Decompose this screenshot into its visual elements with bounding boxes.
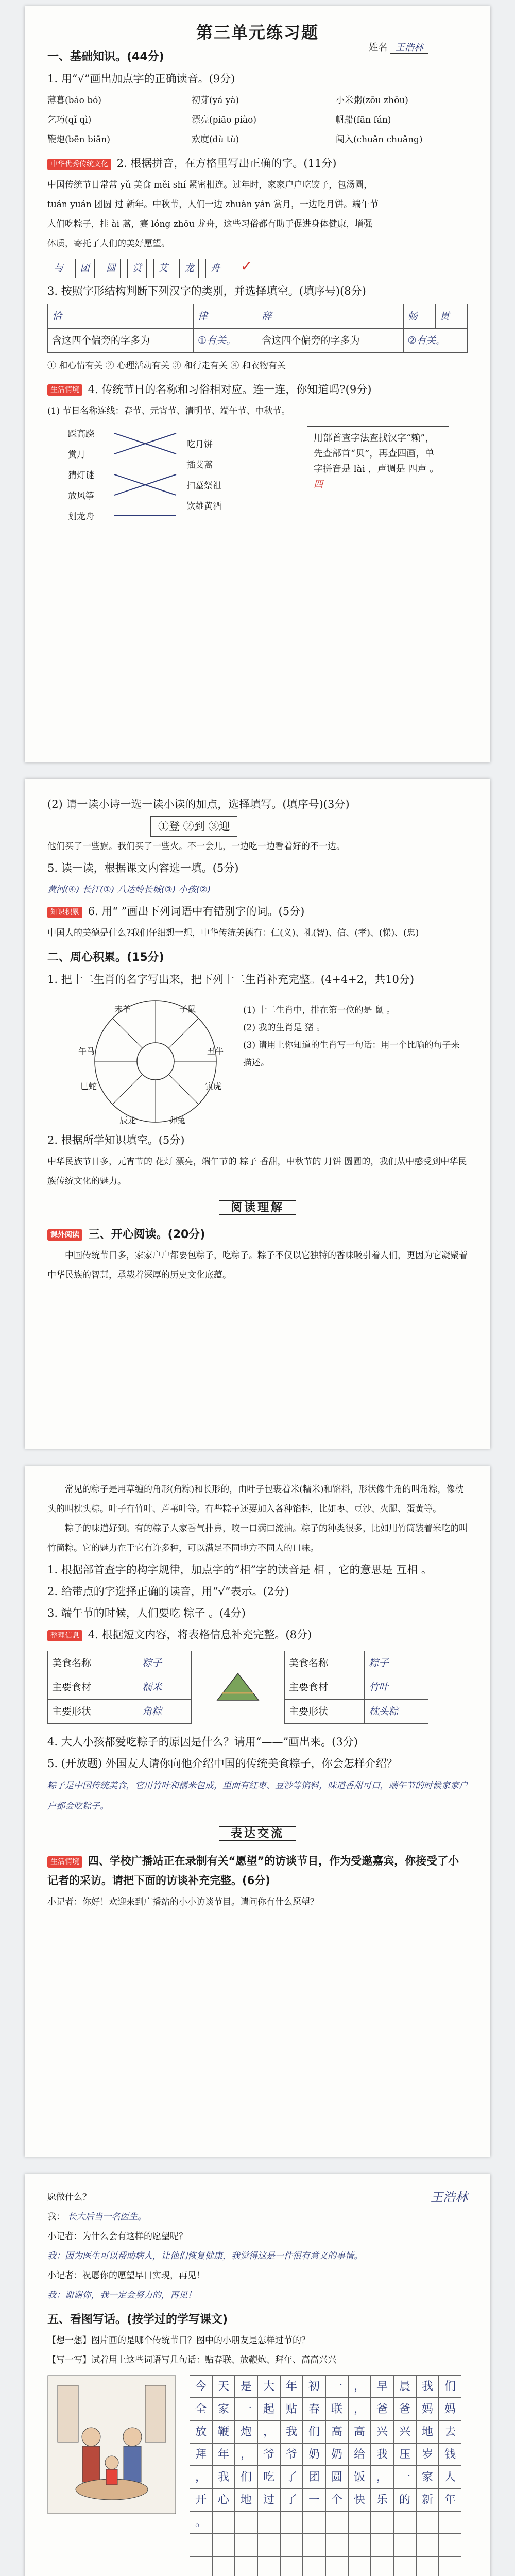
section-4-title: 四、学校广播站正在录制有关“愿望”的访谈节目，作为受邀嘉宾，你接受了小记者的采访。请把下面的访谈补充完整。(6分): [47, 1855, 459, 1887]
essay-cell[interactable]: [190, 2534, 212, 2556]
essay-cell[interactable]: 家: [416, 2466, 439, 2488]
food-table-left: [47, 1651, 192, 1724]
essay-cell[interactable]: 我: [416, 2375, 439, 2398]
banner-label: 表达交流: [219, 1826, 296, 1841]
essay-cell[interactable]: 炮: [235, 2420, 258, 2443]
food-table-right: [284, 1651, 428, 1724]
essay-cell[interactable]: 年: [280, 2375, 303, 2398]
me-answer[interactable]: 长大后当一名医生。: [67, 2212, 147, 2222]
reading-q2: 2. 给带点的字选择正确的读音，用“√”表示。(2分): [47, 1585, 289, 1598]
table-cell: 糯米: [138, 1675, 192, 1700]
essay-cell[interactable]: 初: [303, 2375, 325, 2398]
table-row: [48, 1651, 192, 1675]
essay-cell[interactable]: [190, 2556, 212, 2576]
essay-cell[interactable]: 快: [348, 2488, 371, 2511]
essay-cell[interactable]: 今: [190, 2375, 212, 2398]
question-3: 3. 按照字形结构判断下列汉字的类别，并选择填空。(填序号)(8分): [47, 284, 366, 297]
table-cell: 贯: [435, 304, 467, 328]
essay-cell[interactable]: 爷: [280, 2443, 303, 2466]
section-1-heading: 一、基础知识。(44分): [47, 50, 164, 63]
match-item[interactable]: 扫墓祭祖: [186, 480, 221, 491]
table-cell: 主要形状: [285, 1700, 365, 1724]
zodiac-label: 辰龙: [119, 1115, 136, 1125]
matching-area: [47, 421, 468, 534]
answer-box[interactable]: 圆: [101, 259, 121, 278]
essay-cell[interactable]: 一: [325, 2375, 348, 2398]
zongzi-icon: [212, 1669, 264, 1705]
essay-cell[interactable]: 岁: [416, 2443, 439, 2466]
essay-cell[interactable]: [325, 2534, 348, 2556]
essay-cell[interactable]: 圆: [325, 2466, 348, 2488]
zodiac-label: 午马: [78, 1046, 95, 1056]
essay-cell[interactable]: 全: [190, 2398, 212, 2420]
writing-prompt: 【想一想】图片画的是哪个传统节日？图中的小朋友是怎样过节的？: [47, 2335, 310, 2346]
table-cell: 枕头粽: [365, 1700, 428, 1724]
writing-prompt-2: 【写一写】试着用上这些词语写几句话：贴春联、放鞭炮、拜年、高高兴兴: [47, 2355, 336, 2365]
essay-cell[interactable]: [393, 2511, 416, 2534]
interview-answer[interactable]: 我：谢谢你，我一定会努力的，再见！: [47, 2290, 196, 2300]
table-cell: 粽子: [365, 1651, 428, 1675]
match-item[interactable]: 饮雄黄酒: [186, 501, 221, 512]
zodiac-label: 丑牛: [207, 1046, 224, 1056]
essay-cell[interactable]: [439, 2556, 461, 2576]
essay-cell[interactable]: 乐: [371, 2488, 393, 2511]
worksheet-page-3: [25, 1466, 490, 2157]
reading-paragraph: 中国传统节日多，家家户户都要包粽子，吃粽子。粽子不仅以它独特的香味吸引着人们，更因为它凝聚着中华民族的智慧，承载着深厚的历史文化底蕴。: [47, 1250, 468, 1280]
zodiac-q1: (1) 十二生肖中，排在第一位的是 鼠 。: [243, 1005, 396, 1015]
essay-cell[interactable]: 兴: [393, 2420, 416, 2443]
essay-cell[interactable]: 新: [416, 2488, 439, 2511]
question-6: [47, 902, 468, 921]
essay-cell[interactable]: 们: [303, 2420, 325, 2443]
essay-cell[interactable]: 年: [439, 2488, 461, 2511]
zodiac-wheel-graphic: [78, 994, 233, 1128]
essay-cell[interactable]: 个: [325, 2488, 348, 2511]
reading-paragraph: 常见的粽子是用草缠的角形(角粽)和长形的，由叶子包裹着米(糯米)和馅料，形状像牛角的叫角粽，像枕头的叫枕头粽。叶子有竹叶、芦苇叶等。有些粽子还要加入各种馅料，比如枣、豆沙、火腿、蛋黄等。: [47, 1484, 464, 1514]
essay-cell[interactable]: 的: [393, 2488, 416, 2511]
table-cell: 含这四个偏旁的字多为: [48, 328, 194, 352]
name-label: 姓名: [369, 42, 388, 53]
expression-banner: [47, 1824, 468, 1844]
name-field: [369, 38, 428, 58]
table-cell: 律: [194, 304, 258, 328]
essay-cell[interactable]: 高: [325, 2420, 348, 2443]
essay-cell[interactable]: 地: [235, 2488, 258, 2511]
dictionary-hint-box: [307, 426, 449, 497]
essay-cell[interactable]: 家: [212, 2398, 235, 2420]
essay-cell[interactable]: [235, 2534, 258, 2556]
essay-cell[interactable]: 们: [235, 2466, 258, 2488]
reading-banner: [47, 1198, 468, 1218]
interview-ask: 愿做什么？: [47, 2192, 91, 2202]
essay-cell[interactable]: 是: [235, 2375, 258, 2398]
pinyin-item: 漂亮(piāo piào): [192, 115, 257, 125]
food-tables: [47, 1648, 468, 1727]
zodiac-questions: [243, 991, 468, 1128]
essay-cell[interactable]: [439, 2534, 461, 2556]
essay-cell[interactable]: 联: [325, 2398, 348, 2420]
table-row: [48, 304, 468, 328]
essay-cell[interactable]: [325, 2556, 348, 2576]
essay-cell[interactable]: 妈: [439, 2398, 461, 2420]
culture-tag: 中华优秀传统文化: [47, 159, 111, 170]
essay-cell[interactable]: [348, 2556, 371, 2576]
essay-grid[interactable]: [190, 2375, 461, 2576]
pinyin-item: 闯入(chuǎn chuǎng): [336, 134, 423, 145]
student-name: 王浩林: [431, 2190, 468, 2205]
table-row: [48, 1675, 192, 1700]
q2-line: 体质，寄托了人们的美好愿望。: [47, 239, 170, 249]
check-mark: ✓: [240, 258, 253, 275]
essay-cell[interactable]: 一: [393, 2466, 416, 2488]
radical-table: [47, 304, 468, 353]
q5-answer: 黄河(④) 长江(①) 八达岭长城(③) 小孩(②): [47, 885, 211, 895]
interview-answer: [47, 2207, 468, 2227]
option-box: ①登 ②到 ③迎: [150, 816, 237, 837]
section-4-heading: [47, 1851, 468, 1890]
essay-cell[interactable]: 们: [439, 2375, 461, 2398]
question-2: [47, 154, 468, 173]
answer-box[interactable]: 龙: [179, 259, 199, 278]
essay-cell[interactable]: 奶: [325, 2443, 348, 2466]
essay-cell[interactable]: 奶: [303, 2443, 325, 2466]
answer-boxes: [47, 257, 468, 278]
essay-cell[interactable]: 放: [190, 2420, 212, 2443]
pinyin-choices: [47, 91, 468, 149]
table-cell: 含这四个偏旁的字多为: [258, 328, 403, 352]
answer-box[interactable]: 舟: [205, 259, 225, 278]
essay-cell[interactable]: [303, 2556, 325, 2576]
essay-cell[interactable]: [212, 2511, 235, 2534]
answer-box[interactable]: 与: [49, 259, 68, 278]
table-cell: 角粽: [138, 1700, 192, 1724]
essay-cell[interactable]: 了: [280, 2466, 303, 2488]
essay-cell[interactable]: 过: [258, 2488, 280, 2511]
interview-answer[interactable]: 我：因为医生可以帮助病人，让他们恢复健康，我觉得这是一件很有意义的事情。: [47, 2251, 363, 2261]
life-tag: 生活情境: [47, 1856, 82, 1868]
essay-cell[interactable]: 了: [280, 2488, 303, 2511]
table-row: [285, 1651, 428, 1675]
question-7: 1. 把十二生肖的名字写出来，把下列十二生肖补充完整。(4+4+2，共10分): [47, 973, 415, 986]
question-6-text: 6. 用“ ”画出下列词语中有错别字的词。(5分): [88, 905, 305, 918]
essay-cell[interactable]: 。: [190, 2511, 212, 2534]
essay-cell[interactable]: 开: [190, 2488, 212, 2511]
essay-cell[interactable]: 大: [258, 2375, 280, 2398]
answer-box[interactable]: 团: [75, 259, 95, 278]
match-item[interactable]: 放风筝: [68, 490, 94, 501]
zodiac-wheel: [78, 994, 233, 1128]
pinyin-item: 乞巧(qǐ qì): [47, 115, 92, 125]
table-cell: 主要食材: [48, 1675, 138, 1700]
q2-line: 人们吃粽子，挂 ài 蒿，赛 lóng zhōu 龙舟，这些习俗都有助于促进身体健康，增强: [47, 219, 373, 229]
organize-tag: 整理信息: [47, 1630, 82, 1641]
essay-cell[interactable]: ，: [348, 2375, 371, 2398]
table-row: [48, 1700, 192, 1724]
essay-cell[interactable]: 压: [393, 2443, 416, 2466]
essay-cell[interactable]: ，: [348, 2398, 371, 2420]
essay-cell[interactable]: 人: [439, 2466, 461, 2488]
me-label: 我：: [47, 2212, 65, 2222]
section-5-heading: 五、看图写话。(按学过的学写课文): [47, 2313, 228, 2326]
table-cell: 恰: [48, 304, 194, 328]
essay-cell[interactable]: [416, 2511, 439, 2534]
writing-area: [47, 2375, 468, 2576]
essay-cell[interactable]: [348, 2511, 371, 2534]
question-5: 5. 读一读，根据课文内容选一填。(5分): [47, 862, 239, 874]
essay-cell[interactable]: 我: [212, 2466, 235, 2488]
hint-answer: 四: [314, 479, 323, 490]
essay-cell[interactable]: 爷: [258, 2443, 280, 2466]
essay-cell[interactable]: [280, 2556, 303, 2576]
reading-q4: [47, 1625, 468, 1645]
essay-cell[interactable]: [303, 2534, 325, 2556]
worksheet-page-1: [25, 6, 490, 762]
essay-cell[interactable]: 我: [280, 2420, 303, 2443]
match-item[interactable]: 吃月饼: [186, 439, 213, 450]
pinyin-item: 鞭炮(bēn biān): [47, 134, 110, 145]
zodiac-area: [47, 991, 468, 1128]
q2-line: 中国传统节日常常 yǔ 美食 měi shí 紧密相连。过年时，家家户户吃饺子，包汤圆，: [47, 180, 373, 190]
essay-cell[interactable]: [371, 2511, 393, 2534]
essay-cell[interactable]: 拜: [190, 2443, 212, 2466]
zodiac-q3: (3) 请用上你知道的生肖写一句话：用一个比喻的句子来描述。: [243, 1040, 460, 1068]
essay-cell[interactable]: 地: [416, 2420, 439, 2443]
reading-q1: 1. 根据部首查字的构字规律，加点字的“相”字的读音是 相 ，它的意思是 互相 。: [47, 1564, 432, 1576]
question-1: 1. 用“√”画出加点字的正确读音。(9分): [47, 73, 235, 85]
worksheet-page-4: [25, 2174, 490, 2576]
essay-cell[interactable]: 团: [303, 2466, 325, 2488]
worksheet-page-2: [25, 779, 490, 1449]
essay-cell[interactable]: 爸: [393, 2398, 416, 2420]
reading-paragraph: 粽子的味道好到。有的粽子人家香气扑鼻，咬一口满口流油。粽子的种类很多，比如用竹筒装着米吃的叫竹筒粽。它的魅力在于它有许多种，可以满足不同地方不同人的口味。: [47, 1523, 468, 1553]
essay-cell[interactable]: 春: [303, 2398, 325, 2420]
life-tag: 生活情境: [47, 384, 82, 396]
essay-cell[interactable]: 年: [212, 2443, 235, 2466]
table-cell: 主要食材: [285, 1675, 365, 1700]
essay-cell[interactable]: [235, 2511, 258, 2534]
essay-cell[interactable]: [348, 2534, 371, 2556]
table-row: [48, 328, 468, 352]
zodiac-label: 未羊: [114, 1004, 131, 1014]
new-year-family-illustration: [47, 2375, 176, 2514]
section-3-title: 三、开心阅读。(20分): [88, 1228, 205, 1241]
table-cell: ②有关。: [403, 328, 468, 352]
q6-text: 中国人的美德是什么?我们仔细想一想，中华传统美德有：仁(义)、礼(智)、信、(孝)、(悌)、(忠): [47, 928, 419, 938]
interview-line: 小记者：你好！欢迎来到广播站的小小访谈节目。请问你有什么愿望？: [47, 1897, 319, 1907]
table-cell: 辞: [258, 304, 403, 328]
pinyin-item: 欢度(dù tù): [192, 134, 239, 145]
question-4-text: 4. 传统节日的名称和习俗相对应。连一连，你知道吗?(9分): [88, 383, 372, 396]
essay-cell[interactable]: 高: [348, 2420, 371, 2443]
essay-cell[interactable]: [258, 2556, 280, 2576]
essay-cell[interactable]: 起: [258, 2398, 280, 2420]
page-title: 第三单元练习题: [196, 23, 319, 42]
essay-cell[interactable]: 晨: [393, 2375, 416, 2398]
table-cell: 粽子: [138, 1651, 192, 1675]
essay-cell[interactable]: ，: [258, 2420, 280, 2443]
table-cell: 美食名称: [48, 1651, 138, 1675]
q4-note: (1) 节日名称连线：春节、元宵节、清明节、端午节、中秋节。: [47, 405, 290, 416]
essay-cell[interactable]: 心: [212, 2488, 235, 2511]
answer-box[interactable]: 赏: [127, 259, 147, 278]
essay-cell[interactable]: 爸: [371, 2398, 393, 2420]
knowledge-tag: 知识积累: [47, 907, 82, 918]
essay-cell[interactable]: 早: [371, 2375, 393, 2398]
essay-cell[interactable]: [371, 2556, 393, 2576]
essay-cell[interactable]: [371, 2534, 393, 2556]
match-left-column: [68, 424, 94, 527]
answer-box[interactable]: 艾: [153, 259, 173, 278]
essay-cell[interactable]: 我: [371, 2443, 393, 2466]
table-cell: ①有关。: [194, 328, 258, 352]
table-row: [285, 1675, 428, 1700]
essay-cell[interactable]: 兴: [371, 2420, 393, 2443]
interview-header: [47, 2188, 468, 2207]
zodiac-label: 子鼠: [179, 1004, 196, 1014]
reading-q4-text: 4. 根据短文内容，将表格信息补充完整。(8分): [88, 1629, 312, 1641]
section-2-heading: 二、周心积累。(15分): [47, 951, 164, 964]
essay-cell[interactable]: 钱: [439, 2443, 461, 2466]
match-item[interactable]: 猜灯谜: [68, 470, 94, 481]
essay-cell[interactable]: [212, 2556, 235, 2576]
essay-cell[interactable]: [303, 2511, 325, 2534]
reading-q6-answer[interactable]: 粽子是中国传统美食，它用竹叶和糯米包成，里面有红枣、豆沙等馅料，味道香甜可口，端午节的时候家家户户都会吃粽子。: [47, 1775, 468, 1817]
question-4b: (2) 请一读小诗一选一读小读的加点，选择填写。(填序号)(3分): [47, 798, 350, 810]
essay-cell[interactable]: 去: [439, 2420, 461, 2443]
reading-tag: 课外阅读: [47, 1229, 82, 1241]
q4b-text: 他们买了一些旗。我们买了一些火。不一会儿，一边吃一边看着好的不一边。: [47, 841, 345, 852]
essay-cell[interactable]: ，: [190, 2466, 212, 2488]
reading-q5: 4. 大人小孩都爱吃粽子的原因是什么？请用“——”画出来。(3分): [47, 1736, 358, 1748]
hint-text: 用部首查字法查找汉字“赖”，先查部首“贝”，再查四画，单字拼音是 lài ，声调是 四声 。: [314, 432, 439, 474]
essay-cell[interactable]: [258, 2534, 280, 2556]
q8-text: 中华民族节日多，元宵节的 花灯 漂亮，端午节的 粽子 香甜，中秋节的 月饼 圆圆的，我们从中感受到中华民族传统文化的魅力。: [47, 1157, 467, 1187]
essay-cell[interactable]: 一: [303, 2488, 325, 2511]
zodiac-label: 巳蛇: [80, 1081, 97, 1091]
essay-cell[interactable]: 鞭: [212, 2420, 235, 2443]
pinyin-item: 薄暮(báo bó): [47, 95, 102, 106]
section-3-heading: [47, 1225, 468, 1245]
essay-cell[interactable]: 妈: [416, 2398, 439, 2420]
interview-line: 小记者：祝愿你的愿望早日实现，再见！: [47, 2270, 205, 2281]
essay-cell[interactable]: 贴: [280, 2398, 303, 2420]
banner-label: 阅读理解: [219, 1200, 296, 1215]
match-lines: [114, 426, 181, 529]
zodiac-label: 寅虎: [205, 1081, 222, 1091]
essay-cell[interactable]: [393, 2534, 416, 2556]
essay-cell[interactable]: [416, 2556, 439, 2576]
reading-q3: 3. 端午节的时候，人们要吃 粽子 。(4分): [47, 1607, 246, 1619]
q2-line: tuán yuán 团圆 过 新年。中秋节，人们一边 zhuàn yán 赏月，一边吃月饼。端午节: [47, 199, 379, 210]
zodiac-label: 卯兔: [169, 1115, 186, 1125]
essay-cell[interactable]: [235, 2556, 258, 2576]
essay-cell[interactable]: [393, 2556, 416, 2576]
question-8: 2. 根据所学知识填空。(5分): [47, 1134, 185, 1146]
match-item[interactable]: 赏月: [68, 449, 85, 460]
pinyin-item: 小米粥(zōu zhōu): [336, 95, 408, 106]
table-cell: 竹叶: [365, 1675, 428, 1700]
pinyin-item: 初芽(yá yà): [192, 95, 239, 106]
essay-cell[interactable]: 一: [235, 2398, 258, 2420]
essay-cell[interactable]: [280, 2511, 303, 2534]
table-cell: 美食名称: [285, 1651, 365, 1675]
interview-line: 小记者：为什么会有这样的愿望呢？: [47, 2231, 187, 2242]
essay-cell[interactable]: 吃: [258, 2466, 280, 2488]
table-cell: 主要形状: [48, 1700, 138, 1724]
essay-cell[interactable]: [258, 2511, 280, 2534]
question-4: [47, 380, 468, 399]
essay-cell[interactable]: [416, 2534, 439, 2556]
essay-cell[interactable]: [325, 2511, 348, 2534]
essay-cell[interactable]: ，: [235, 2443, 258, 2466]
essay-cell[interactable]: ，: [371, 2466, 393, 2488]
question-2-text: 2. 根据拼音，在方格里写出正确的字。(11分): [116, 157, 337, 170]
match-right-column: [186, 434, 221, 517]
essay-cell[interactable]: 饭: [348, 2466, 371, 2488]
essay-cell[interactable]: [280, 2534, 303, 2556]
name-value: 王浩林: [390, 42, 428, 54]
essay-cell[interactable]: [212, 2534, 235, 2556]
reading-q6: 5. (开放题) 外国友人请你向他介绍中国的传统美食粽子，你会怎样介绍？: [47, 1757, 398, 1770]
table-row: [285, 1700, 428, 1724]
zodiac-q2: (2) 我的生肖是 猪 。: [243, 1023, 325, 1033]
match-item[interactable]: 踩高跷: [68, 429, 94, 439]
pinyin-item: 帆船(fān fán): [336, 115, 391, 125]
essay-cell[interactable]: [439, 2511, 461, 2534]
essay-cell[interactable]: 天: [212, 2375, 235, 2398]
q3-options: ① 和心情有关 ② 心理活动有关 ③ 和行走有关 ④ 和衣物有关: [47, 360, 286, 371]
essay-cell[interactable]: 给: [348, 2443, 371, 2466]
match-item[interactable]: 划龙舟: [68, 511, 94, 522]
table-cell: 畅: [403, 304, 435, 328]
match-item[interactable]: 插艾蒿: [186, 460, 213, 470]
